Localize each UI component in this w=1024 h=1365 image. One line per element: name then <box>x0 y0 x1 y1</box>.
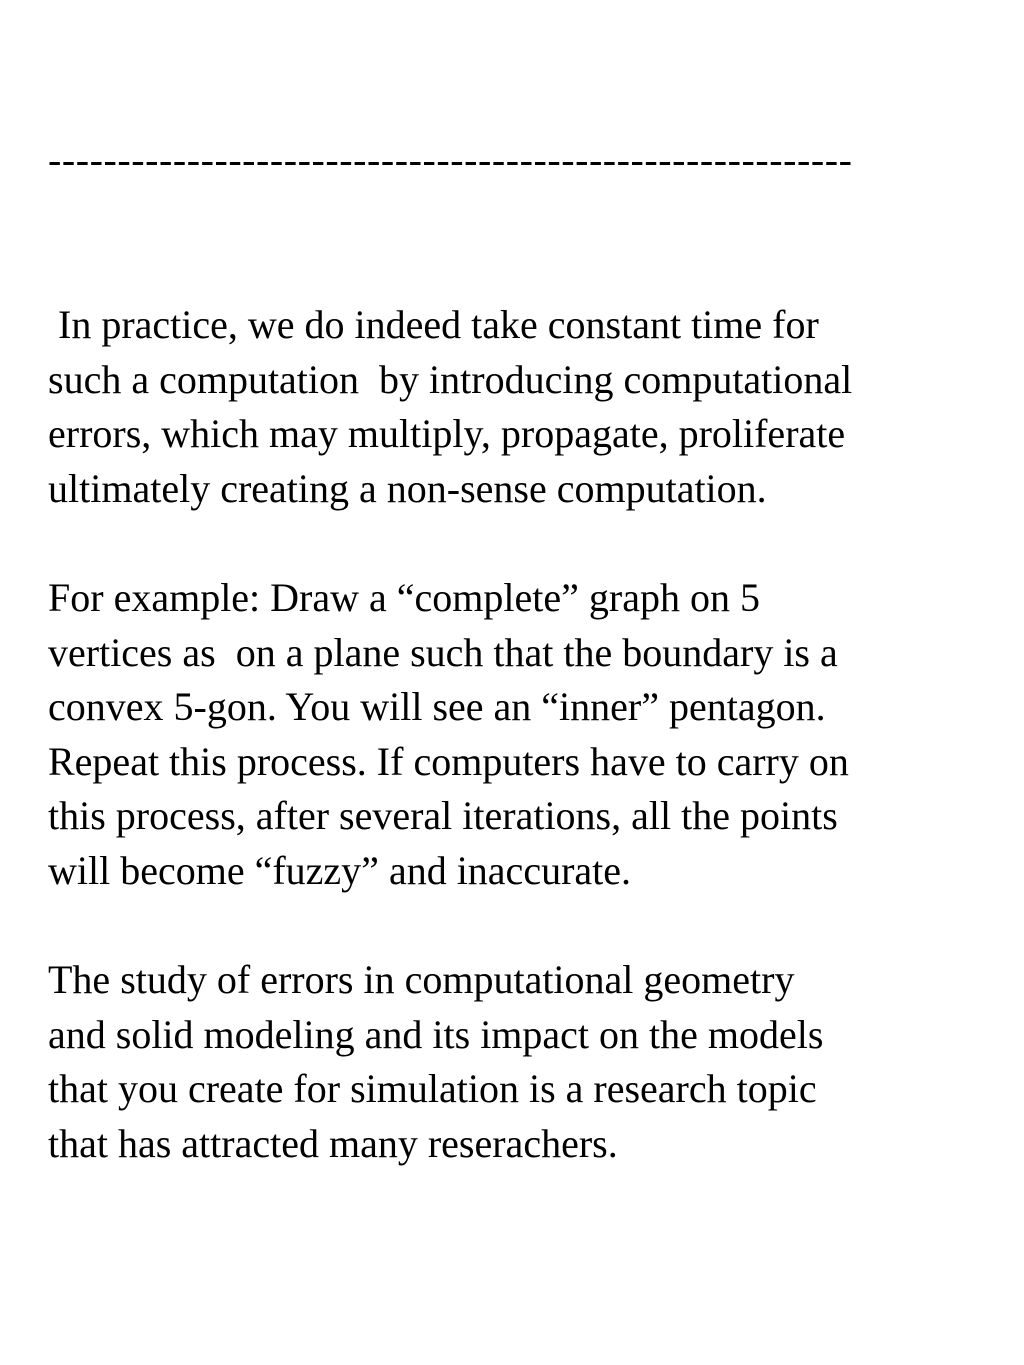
text-line: that you create for simulation is a research topic <box>48 1066 817 1112</box>
slide-body <box>48 298 998 1172</box>
text-line: In practice, we do indeed take constant time for <box>48 302 819 347</box>
paragraph-example <box>48 571 998 899</box>
text-line: convex 5-gon. You will see an “inner” pentagon. <box>48 684 826 730</box>
text-line: ultimately creating a non-sense computation. <box>48 465 767 511</box>
paragraph-practice <box>48 298 998 516</box>
text-line: that has attracted many reserachers. <box>48 1120 618 1166</box>
text-line: Repeat this process. If computers have to carry on <box>48 738 849 784</box>
text-line: this process, after several iterations, all the points <box>48 793 838 839</box>
text-line: The study of errors in computational geometry <box>48 957 795 1003</box>
text-line: such a computation by introducing computational <box>48 356 853 402</box>
paragraph-study <box>48 953 998 1171</box>
paragraph-gap <box>48 899 998 954</box>
text-line: For example: Draw a “complete” graph on 5 <box>48 574 760 620</box>
text-line: vertices as on a plane such that the boundary is a <box>48 629 838 675</box>
text-line: errors, which may multiply, propagate, proliferate <box>48 411 846 457</box>
text-line: will become “fuzzy” and inaccurate. <box>48 847 632 893</box>
text-line: and solid modeling and its impact on the models <box>48 1011 824 1057</box>
paragraph-gap <box>48 516 998 571</box>
dashed-divider: ---------------------------------------------------------- <box>48 137 853 182</box>
